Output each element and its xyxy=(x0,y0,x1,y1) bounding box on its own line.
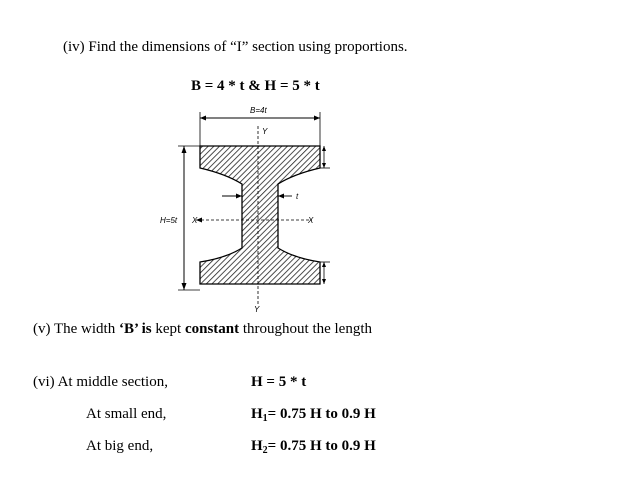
middle-section-label: (vi) At middle section, xyxy=(33,374,168,390)
line-v-text-2: ‘B’ is xyxy=(118,321,152,337)
instruction-line-iv: (iv) Find the dimensions of “I” section using proportions. xyxy=(63,39,408,55)
b-dimension-label: B=4t xyxy=(250,106,267,115)
y-axis-label-top: Y xyxy=(262,127,268,136)
small-end-subscript: 1 xyxy=(262,413,268,424)
middle-section-value: H = 5 * t xyxy=(251,374,307,390)
h-dimension-label: H=5t xyxy=(160,216,178,225)
x-axis-label-right: X xyxy=(308,216,314,225)
line-v-text-3: kept xyxy=(151,321,185,337)
small-end-label: At small end, xyxy=(86,406,167,422)
big-end-range: = 0.75 H to 0.9 H xyxy=(267,438,376,454)
i-section-shape xyxy=(200,146,320,284)
y-axis-label-bottom: Y xyxy=(254,305,260,314)
x-axis-label-left: X xyxy=(192,216,198,225)
i-section-figure xyxy=(152,100,352,315)
line-v-text-4: constant xyxy=(184,321,240,337)
small-end-range: = 0.75 H to 0.9 H xyxy=(267,406,376,422)
web-thickness-label: t xyxy=(296,192,299,201)
big-end-symbol: H xyxy=(251,438,263,454)
big-end-label: At big end, xyxy=(86,438,154,454)
big-end-value xyxy=(251,437,376,455)
line-v-text-5: throughout the length xyxy=(239,321,373,337)
small-end-symbol: H xyxy=(251,406,263,422)
big-end-subscript: 2 xyxy=(262,445,268,456)
line-v-text-1: (v) The width xyxy=(33,321,119,337)
instruction-line-v xyxy=(33,320,372,338)
proportion-formula: B = 4 * t & H = 5 * t xyxy=(191,78,320,94)
small-end-value xyxy=(251,405,376,423)
